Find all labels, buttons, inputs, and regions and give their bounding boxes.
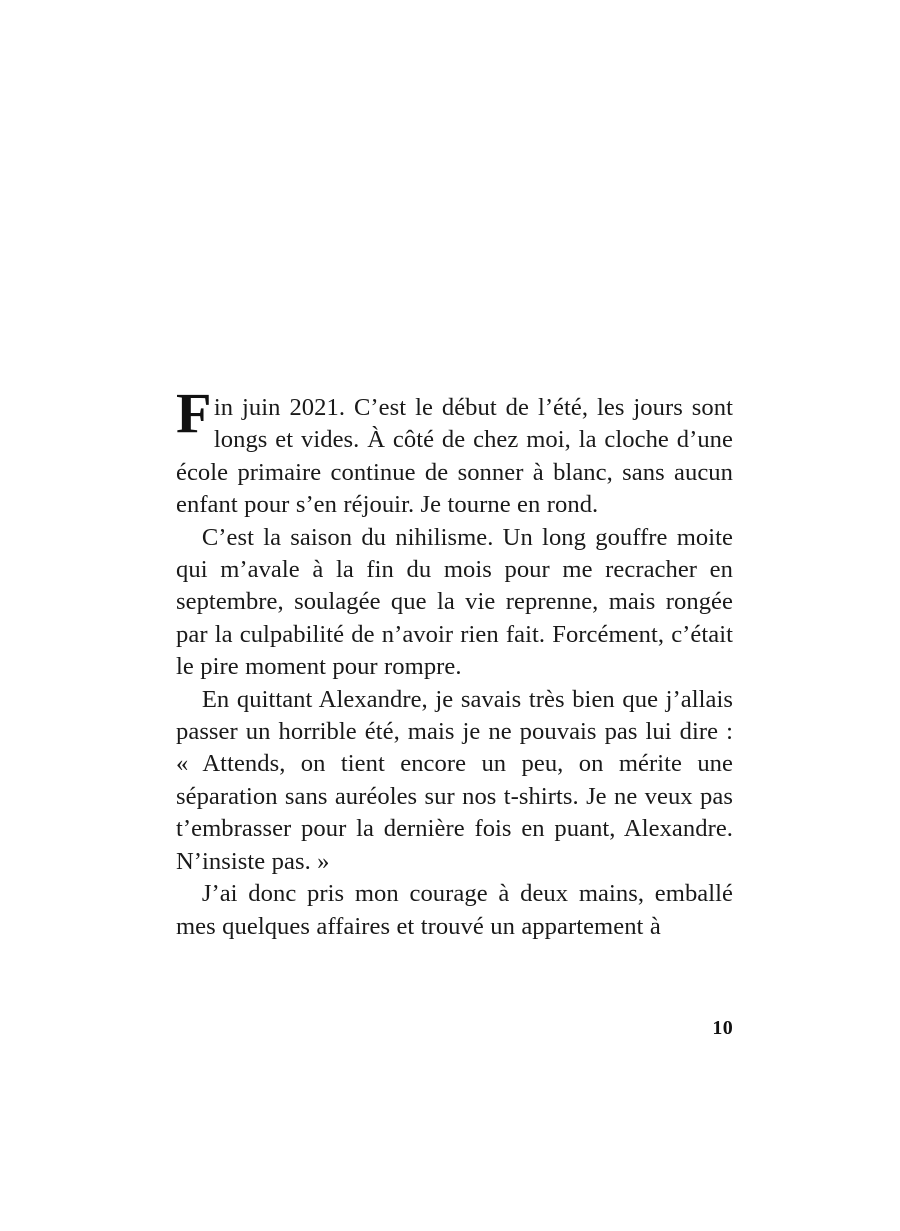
- body-text-block: [176, 382, 733, 943]
- paragraph-1: [176, 382, 733, 522]
- paragraph-2: C’est la saison du nihilisme. Un long gouffre moite qui m’avale à la fin du mois pour me recracher en septembre, soulagée que la vie reprenne, mais rongée par la culpabilité de n’avoir rien fait. Forcément, c’était le pire moment pour rompre.: [176, 523, 733, 681]
- drop-cap-letter: F: [176, 382, 212, 445]
- paragraph-1-text: in juin 2021. C’est le début de l’été, les jours sont longs et vides. À côté de chez moi, la cloche d’une école primaire continue de sonner à blanc, sans aucun enfant pour s’en réjouir. Je tourne en rond.: [176, 394, 733, 519]
- paragraph-4: J’ai donc pris mon courage à deux mains, emballé mes quelques affaires et trouvé un appartement à: [176, 880, 733, 940]
- paragraph-3: En quittant Alexandre, je savais très bien que j’allais passer un horrible été, mais je ne pouvais pas lui dire : « Attends, on tient encore un peu, on mérite une séparation sans auréoles sur nos t-shirts. Je ne veux pas t’embrasser pour la dernière fois en puant, Alexandre. N’insiste pas. »: [176, 685, 733, 875]
- page-number: 10: [712, 1017, 733, 1039]
